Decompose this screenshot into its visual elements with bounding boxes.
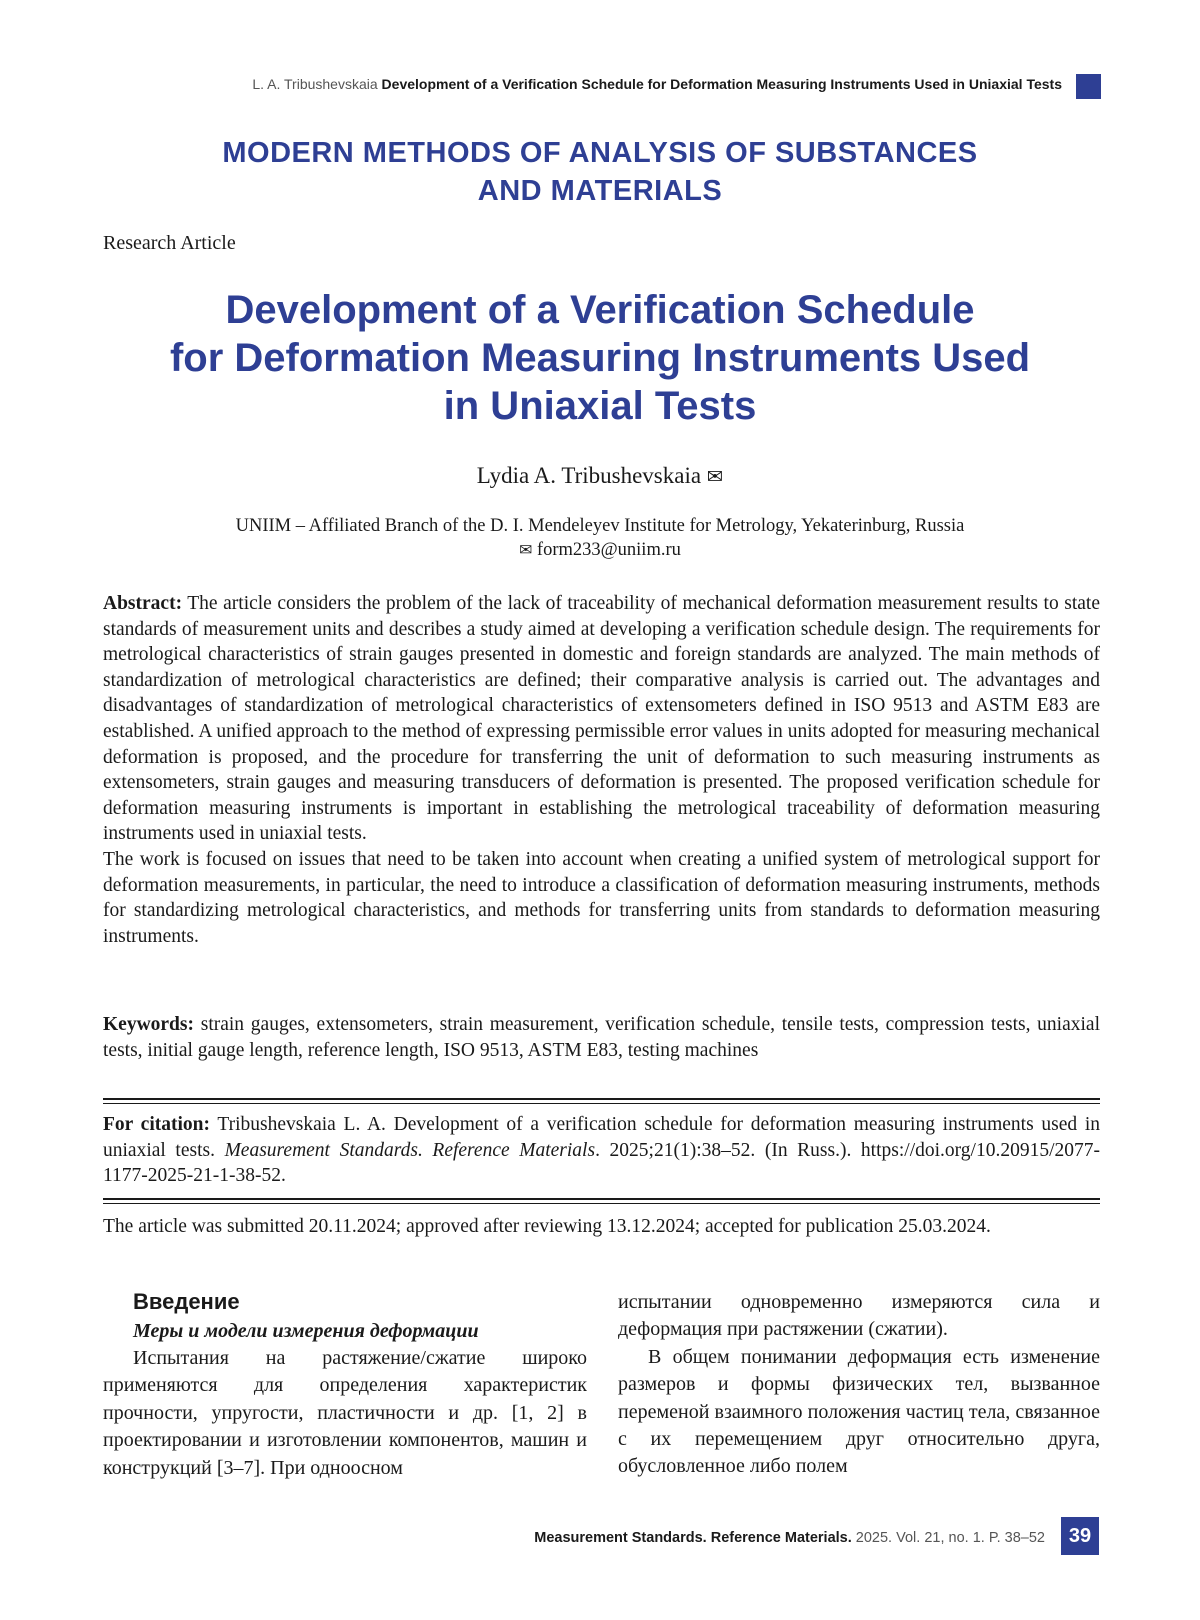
- page-number: 39: [1061, 1517, 1099, 1555]
- divider: [103, 1198, 1100, 1204]
- running-head-author: L. A. Tribushevskaia: [252, 76, 378, 92]
- body-paragraph: испытании одновременно измеряются сила и деформация при растяжении (сжатии).: [618, 1291, 1100, 1341]
- abstract-paragraph-2: The work is focused on issues that need to be taken into account when creating a unified system of metrological support for deformation measurements, in particular, the need to introduce a classification of deformation measuring instruments, methods for standardizing metrological characteristics, and methods for transferring units from standards to deformation measuring instruments.: [103, 848, 1100, 947]
- abstract-label: Abstract:: [103, 593, 183, 614]
- intro-heading: Введение: [133, 1289, 240, 1314]
- citation-label: For citation:: [103, 1114, 210, 1135]
- intro-subheading: Меры и модели измерения деформации: [133, 1320, 479, 1342]
- running-head: [132, 76, 1062, 92]
- article-title: [100, 286, 1100, 430]
- running-head-title: Development of a Verification Schedule for Deformation Measuring Instruments Used in Uniaxial Tests: [381, 76, 1062, 92]
- submission-dates: The article was submitted 20.11.2024; approved after reviewing 13.12.2024; accepted for publication 25.03.2024.: [103, 1216, 991, 1237]
- citation-tail[interactable]: . 2025;21(1):38–52. (In Russ.). https://doi.org/10.20915/2077-1177-2025-21-1-38-52.: [103, 1139, 1100, 1187]
- footer: [300, 1530, 1045, 1546]
- section-title-line-2: AND MATERIALS: [477, 175, 723, 207]
- abstract-paragraph-1: [103, 591, 1100, 847]
- citation-text: Tribushevskaia L. A. Development of a verification schedule for deformation measuring instruments used in uniaxial tests.: [103, 1114, 1100, 1161]
- author-name: Lydia A. Tribushevskaia: [476, 463, 702, 488]
- left-column: [103, 1287, 587, 1482]
- citation-journal: Measurement Standards. Reference Materials: [224, 1139, 596, 1161]
- divider: [103, 1098, 1100, 1104]
- abstract-text-1: The article considers the problem of the lack of traceability of mechanical deformation measurement results to state standards of measurement units and describes a study aimed at developing a verification schedule design. The requirements for metrological characteristics of strain gauges presented in domestic and foreign standards are analyzed. The main methods of standardization of metrological characteristics are defined; their comparative analysis is carried out. The advantages and disadvantages of standardization of metrological characteristics of extensometers defined in ISO 9513 and ASTM E83 are established. A unified approach to the method of expressing permissible error values in units adopted for measuring mechanical deformation is proposed, and the procedure for transferring the unit of deformation to such measuring instruments as extensometers, strain gauges and measuring transducers of deformation is presented. The proposed verification schedule for deformation measuring instruments is important in establishing the metrological traceability of deformation measuring instruments used in uniaxial tests.: [103, 593, 1100, 845]
- envelope-icon: ✉: [519, 540, 533, 559]
- section-title-line-1: MODERN METHODS OF ANALYSIS OF SUBSTANCES: [222, 137, 978, 169]
- author-line: [0, 463, 1200, 489]
- email-line: [0, 538, 1200, 562]
- keywords-label: Keywords:: [103, 1014, 194, 1035]
- right-column: [618, 1289, 1100, 1481]
- header-accent-square: [1076, 74, 1101, 99]
- footer-issue-info: 2025. Vol. 21, no. 1. P. 38–52: [855, 1530, 1045, 1546]
- article-title-line-2: for Deformation Measuring Instruments Used: [169, 336, 1031, 380]
- citation: [103, 1112, 1100, 1189]
- section-title: [100, 134, 1100, 210]
- envelope-icon: ✉: [706, 465, 724, 488]
- keywords: [103, 1012, 1100, 1063]
- article-title-line-3: in Uniaxial Tests: [443, 384, 757, 428]
- article-type: Research Article: [103, 232, 236, 254]
- affiliation-block: [0, 514, 1200, 562]
- abstract: [103, 591, 1100, 949]
- article-title-line-1: Development of a Verification Schedule: [225, 288, 975, 332]
- keywords-text: strain gauges, extensometers, strain measurement, verification schedule, tensile tests, compression tests, uniaxial tests, initial gauge length, reference length, ISO 9513, ASTM E83, testing machines: [103, 1014, 1100, 1061]
- body-paragraph: В общем понимании деформация есть изменение размеров и формы физических тел, вызванное переменой взаимного положения частиц тела, связанное с их перемещением друг относительно друга, обусловленное либо полем: [618, 1345, 1100, 1478]
- affiliation: UNIIM – Affiliated Branch of the D. I. Mendeleyev Institute for Metrology, Yekaterinburg, Russia: [235, 516, 965, 536]
- email-link[interactable]: form233@uniim.ru: [536, 540, 681, 560]
- footer-journal: Measurement Standards. Reference Materials.: [534, 1530, 852, 1546]
- body-paragraph: Испытания на растяжение/сжатие широко применяются для определения характеристик прочности, упругости, пластичности и др. [1, 2] в проектировании и изготовлении компонентов, машин и конструкций [3–7]. При одноосном: [103, 1347, 587, 1479]
